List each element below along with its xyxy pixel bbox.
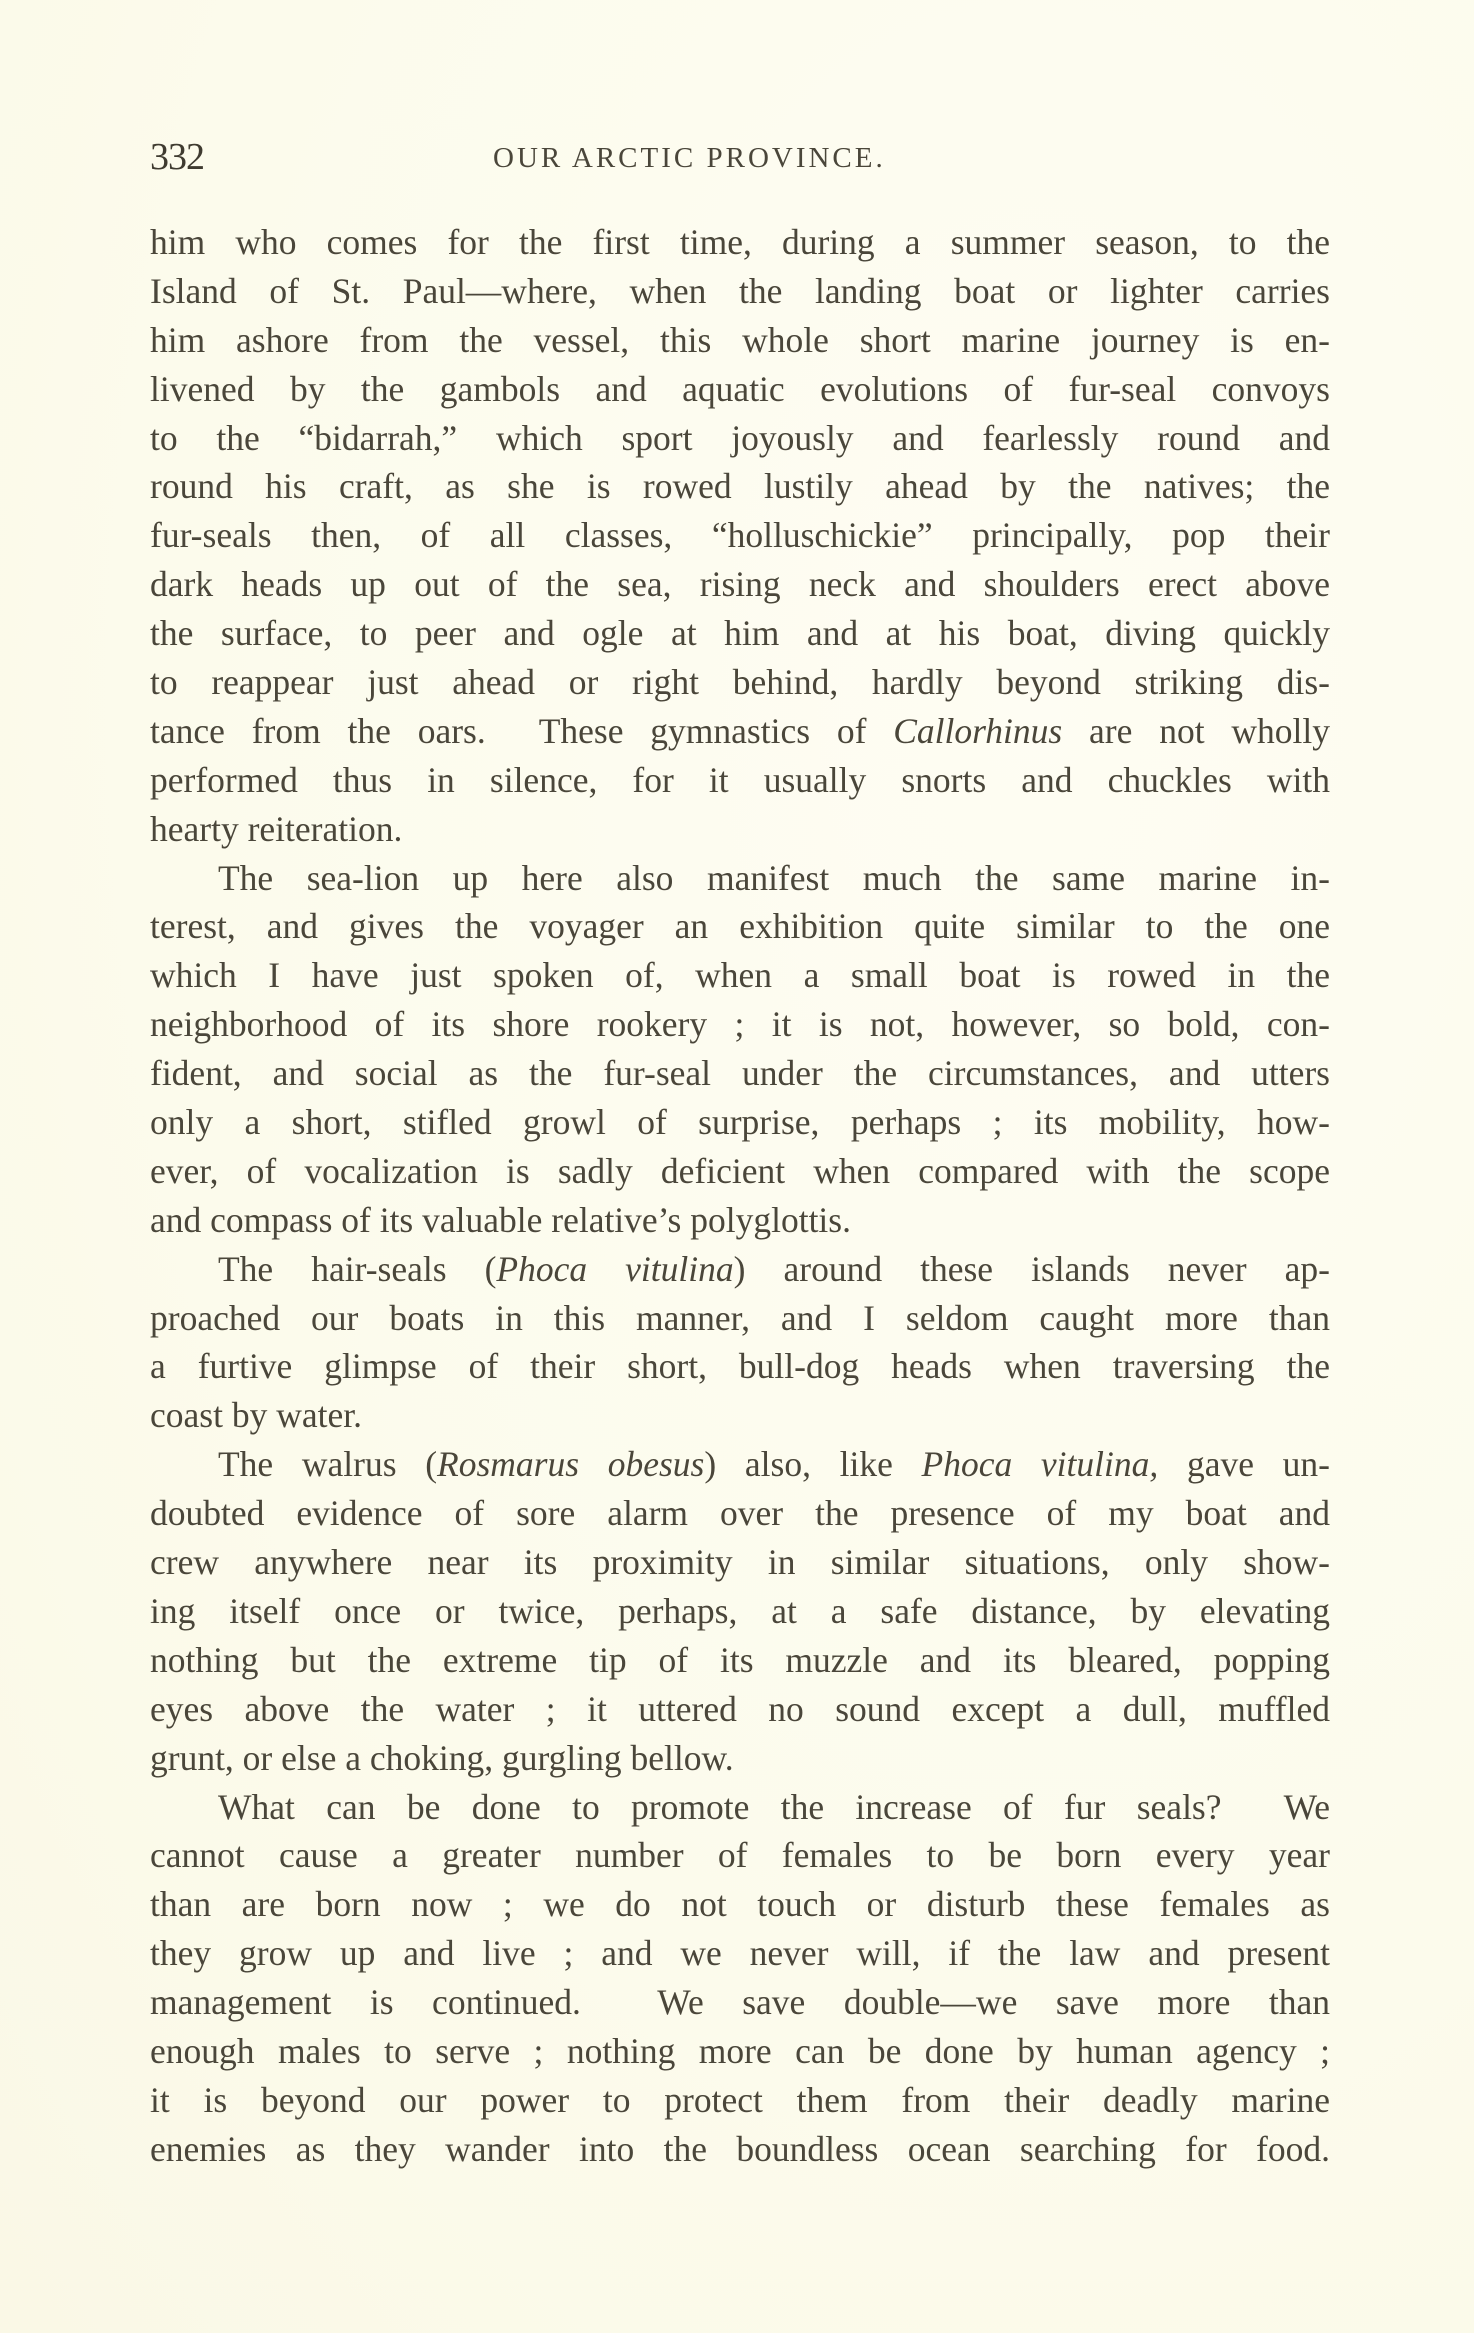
text-run: grunt, or else a choking, gurgling bellow. xyxy=(150,1737,734,1778)
paragraph-first-line xyxy=(150,1440,1330,1489)
text-run: it is beyond our power to protect them from their deadly marine xyxy=(150,2079,1330,2120)
text-line xyxy=(150,1342,1330,1391)
text-line xyxy=(150,609,1330,658)
italic-text: Phoca vitulina, xyxy=(921,1444,1159,1485)
text-run: to reappear just ahead or right behind, hardly beyond striking dis- xyxy=(150,662,1330,703)
text-line xyxy=(150,462,1330,511)
text-run: Island of St. Paul—where, when the landing boat or lighter carries xyxy=(150,270,1330,311)
text-run: than are born now ; we do not touch or disturb these females as xyxy=(150,1884,1330,1925)
text-line xyxy=(150,1587,1330,1636)
text-run: The walrus ( xyxy=(218,1444,438,1485)
text-run: nothing but the extreme tip of its muzzle and its bleared, popping xyxy=(150,1639,1330,1680)
text-run: livened by the gambols and aquatic evolutions of fur-seal convoys xyxy=(150,368,1330,409)
text-line xyxy=(150,951,1330,1000)
text-run: management is continued. We save double—we save more than xyxy=(150,1982,1330,2023)
text-line xyxy=(150,1831,1330,1880)
text-line xyxy=(150,1098,1330,1147)
text-run: dark heads up out of the sea, rising neck and shoulders erect above xyxy=(150,564,1330,605)
text-run: fident, and social as the fur-seal under the circumstances, and utters xyxy=(150,1053,1330,1094)
text-run: only a short, stifled growl of surprise, perhaps ; its mobility, how- xyxy=(150,1102,1330,1143)
text-run: The hair-seals ( xyxy=(218,1248,497,1289)
text-run: to the “bidarrah,” which sport joyously and fearlessly round and xyxy=(150,417,1330,458)
text-line xyxy=(150,1538,1330,1587)
text-line xyxy=(150,1636,1330,1685)
text-line xyxy=(150,1685,1330,1734)
text-run: round his craft, as she is rowed lustily ahead by the natives; the xyxy=(150,466,1330,507)
text-run: ever, of vocalization is sadly deficient when compared with the scope xyxy=(150,1150,1330,1191)
text-line xyxy=(150,1049,1330,1098)
text-line xyxy=(150,2125,1330,2174)
text-run: ing itself once or twice, perhaps, at a safe distance, by elevating xyxy=(150,1590,1330,1631)
text-line xyxy=(150,1880,1330,1929)
italic-text: Phoca vitulina xyxy=(496,1248,734,1289)
body-text xyxy=(150,218,1330,2174)
text-line xyxy=(150,1294,1330,1343)
text-line xyxy=(150,2076,1330,2125)
text-run: they grow up and live ; and we never will, if the law and present xyxy=(150,1933,1330,1974)
text-run: ) also, like xyxy=(704,1444,922,1485)
text-line xyxy=(150,316,1330,365)
text-run: terest, and gives the voyager an exhibition quite similar to the one xyxy=(150,906,1330,947)
text-line xyxy=(150,267,1330,316)
text-line xyxy=(150,1734,1330,1783)
text-run: and compass of its valuable relative’s polyglottis. xyxy=(150,1199,851,1240)
text-line xyxy=(150,560,1330,609)
text-run: coast by water. xyxy=(150,1395,362,1436)
text-line xyxy=(150,218,1330,267)
text-line xyxy=(150,1929,1330,1978)
text-run: a furtive glimpse of their short, bull-dog heads when traversing the xyxy=(150,1346,1330,1387)
text-run: crew anywhere near its proximity in similar situations, only show- xyxy=(150,1542,1330,1583)
text-run: doubted evidence of sore alarm over the presence of my boat and xyxy=(150,1493,1330,1534)
text-run: cannot cause a greater number of females to be born every year xyxy=(150,1835,1330,1876)
text-run: are not wholly xyxy=(1062,710,1330,751)
text-line xyxy=(150,414,1330,463)
paragraph-first-line xyxy=(150,1783,1330,1832)
text-run: the surface, to peer and ogle at him and at his boat, diving quickly xyxy=(150,613,1330,654)
text-line xyxy=(150,658,1330,707)
text-run: proached our boats in this manner, and I seldom caught more than xyxy=(150,1297,1330,1338)
text-run: What can be done to promote the increase of fur seals? We xyxy=(218,1786,1330,1827)
paragraph-first-line xyxy=(150,1245,1330,1294)
text-line xyxy=(150,902,1330,951)
text-run: him ashore from the vessel, this whole short marine journey is en- xyxy=(150,319,1330,360)
text-line xyxy=(150,2027,1330,2076)
running-head xyxy=(150,132,1330,182)
text-line xyxy=(150,756,1330,805)
italic-text: Rosmarus obesus xyxy=(437,1444,705,1485)
italic-text: Callorhinus xyxy=(893,710,1063,751)
text-run: which I have just spoken of, when a small boat is rowed in the xyxy=(150,955,1330,996)
text-run: ) around these islands never ap- xyxy=(733,1248,1330,1289)
text-run: gave un- xyxy=(1158,1444,1330,1485)
page-number: 332 xyxy=(150,136,204,178)
text-run: him who comes for the first time, during a summer season, to the xyxy=(150,222,1330,262)
text-run: hearty reiteration. xyxy=(150,808,403,849)
text-line xyxy=(150,1489,1330,1538)
text-line xyxy=(150,1391,1330,1440)
running-title: OUR ARCTIC PROVINCE. xyxy=(493,142,886,174)
paragraph-first-line xyxy=(150,854,1330,903)
text-line xyxy=(150,1978,1330,2027)
text-run: performed thus in silence, for it usually snorts and chuckles with xyxy=(150,759,1330,800)
text-line xyxy=(150,1196,1330,1245)
text-line xyxy=(150,805,1330,854)
text-run: fur-seals then, of all classes, “holluschickie” principally, pop their xyxy=(150,515,1330,556)
text-line xyxy=(150,1147,1330,1196)
text-run: neighborhood of its shore rookery ; it is not, however, so bold, con- xyxy=(150,1004,1330,1045)
text-run: eyes above the water ; it uttered no sound except a dull, muffled xyxy=(150,1688,1330,1729)
text-line xyxy=(150,707,1330,756)
text-line xyxy=(150,1000,1330,1049)
text-line xyxy=(150,365,1330,414)
text-run: The sea-lion up here also manifest much the same marine in- xyxy=(218,857,1330,898)
text-line xyxy=(150,511,1330,560)
text-run: enough males to serve ; nothing more can be done by human agency ; xyxy=(150,2030,1330,2071)
text-run: tance from the oars. These gymnastics of xyxy=(150,710,894,751)
text-run: enemies as they wander into the boundless ocean searching for food. xyxy=(150,2128,1330,2169)
